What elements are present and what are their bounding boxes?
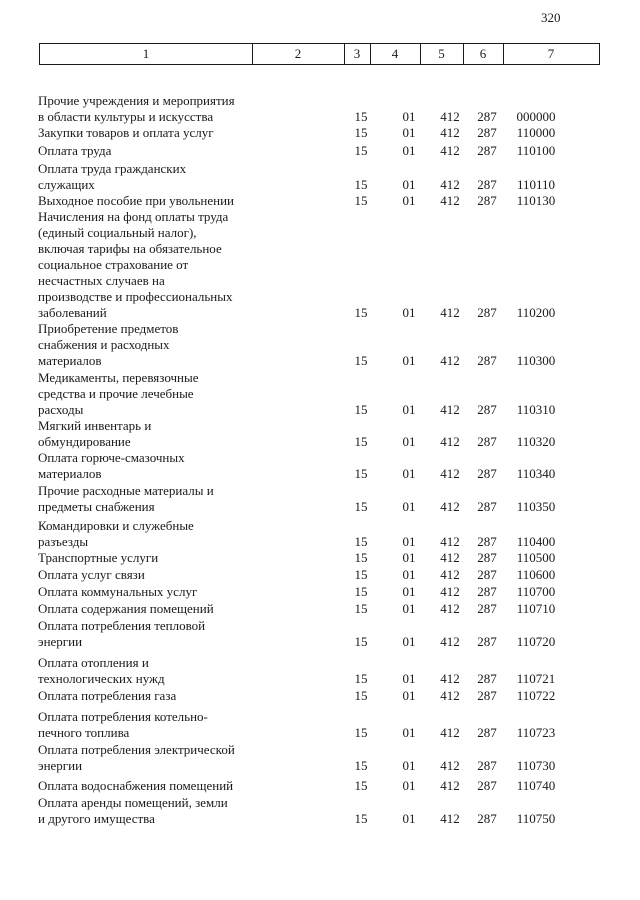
column-header-3: 3 <box>353 46 361 61</box>
table-row <box>0 709 640 741</box>
code-cell-col3: 15 <box>354 534 368 549</box>
code-cell-col6: 287 <box>477 125 497 140</box>
description-line: Оплата потребления тепловой <box>38 618 206 633</box>
description-line: обмундирование <box>38 434 131 449</box>
code-cell-col4: 01 <box>402 725 416 740</box>
code-cell-col5: 412 <box>440 402 460 417</box>
item-description <box>38 161 278 193</box>
code-cell-col7: 110130 <box>516 193 556 208</box>
code-cell-col6: 287 <box>477 758 497 773</box>
code-cell-col5: 412 <box>440 634 460 649</box>
code-cell-col6: 287 <box>477 534 497 549</box>
code-cell-col7: 110300 <box>516 353 556 368</box>
code-cell-col7: 110700 <box>516 584 556 599</box>
code-cell-col6: 287 <box>477 499 497 514</box>
item-description <box>38 601 278 617</box>
item-description <box>38 618 278 650</box>
code-cell-col3: 15 <box>354 725 368 740</box>
column-header-4: 4 <box>391 46 399 61</box>
code-cell-col4: 01 <box>402 125 416 140</box>
description-line: разъезды <box>38 534 89 549</box>
description-line: Прочие учреждения и мероприятия <box>38 93 235 108</box>
code-cell-col7: 110500 <box>516 550 556 565</box>
code-cell-col5: 412 <box>440 534 460 549</box>
table-row <box>0 688 640 704</box>
code-cell-col6: 287 <box>477 193 497 208</box>
description-line: средства и прочие лечебные <box>38 386 194 401</box>
description-line: (единый социальный налог), <box>38 225 197 240</box>
table-row <box>0 161 640 193</box>
page-number: 320 <box>541 10 561 25</box>
description-line: Оплата коммунальных услуг <box>38 584 198 599</box>
code-cell-col4: 01 <box>402 778 416 793</box>
code-cell-col3: 15 <box>354 143 368 158</box>
code-cell-col3: 15 <box>354 567 368 582</box>
code-cell-col4: 01 <box>402 758 416 773</box>
code-cell-col5: 412 <box>440 550 460 565</box>
item-description <box>38 483 278 515</box>
table-row <box>0 742 640 774</box>
code-cell-col6: 287 <box>477 305 497 320</box>
description-line: Закупки товаров и оплата услуг <box>38 125 214 140</box>
table-row <box>0 778 640 794</box>
description-line: Медикаменты, перевязочные <box>38 370 199 385</box>
item-description <box>38 795 278 827</box>
code-cell-col5: 412 <box>440 601 460 616</box>
code-cell-col4: 01 <box>402 811 416 826</box>
code-cell-col7: 110720 <box>516 634 556 649</box>
table-row <box>0 483 640 515</box>
code-cell-col7: 000000 <box>516 109 556 124</box>
code-cell-col7: 110740 <box>516 778 556 793</box>
description-line: печного топлива <box>38 725 130 740</box>
code-cell-col7: 110730 <box>516 758 556 773</box>
code-cell-col3: 15 <box>354 193 368 208</box>
code-cell-col5: 412 <box>440 758 460 773</box>
code-cell-col7: 110750 <box>516 811 556 826</box>
code-cell-col3: 15 <box>354 811 368 826</box>
code-cell-col7: 110710 <box>516 601 556 616</box>
code-cell-col3: 15 <box>354 177 368 192</box>
code-cell-col4: 01 <box>402 402 416 417</box>
code-cell-col5: 412 <box>440 811 460 826</box>
code-cell-col6: 287 <box>477 466 497 481</box>
column-header-1: 1 <box>142 46 150 61</box>
item-description <box>38 209 278 321</box>
code-cell-col5: 412 <box>440 778 460 793</box>
code-cell-col3: 15 <box>354 305 368 320</box>
item-description <box>38 688 278 704</box>
code-cell-col6: 287 <box>477 567 497 582</box>
code-cell-col4: 01 <box>402 193 416 208</box>
code-cell-col6: 287 <box>477 402 497 417</box>
description-line: Мягкий инвентарь и <box>38 418 152 433</box>
code-cell-col7: 110721 <box>516 671 556 686</box>
code-cell-col3: 15 <box>354 778 368 793</box>
code-cell-col4: 01 <box>402 688 416 703</box>
item-description <box>38 655 278 687</box>
column-header-6: 6 <box>479 46 487 61</box>
code-cell-col3: 15 <box>354 601 368 616</box>
description-line: в области культуры и искусства <box>38 109 214 124</box>
description-line: энергии <box>38 634 83 649</box>
item-description <box>38 567 278 583</box>
item-description <box>38 370 278 418</box>
code-cell-col4: 01 <box>402 143 416 158</box>
code-cell-col3: 15 <box>354 671 368 686</box>
description-line: материалов <box>38 353 102 368</box>
code-cell-col7: 110722 <box>516 688 556 703</box>
code-cell-col6: 287 <box>477 688 497 703</box>
table-row <box>0 655 640 687</box>
description-line: включая тарифы на обязательное <box>38 241 222 256</box>
code-cell-col3: 15 <box>354 550 368 565</box>
code-cell-col4: 01 <box>402 109 416 124</box>
table-row <box>0 618 640 650</box>
description-line: и другого имущества <box>38 811 155 826</box>
description-line: Транспортные услуги <box>38 550 159 565</box>
description-line: Оплата содержания помещений <box>38 601 214 616</box>
description-line: производстве и профессиональных <box>38 289 233 304</box>
description-line: Оплата потребления электрической <box>38 742 235 757</box>
code-cell-col7: 110600 <box>516 567 556 582</box>
description-line: Оплата горюче-смазочных <box>38 450 185 465</box>
column-header-2: 2 <box>294 46 302 61</box>
code-cell-col4: 01 <box>402 434 416 449</box>
code-cell-col5: 412 <box>440 177 460 192</box>
code-cell-col3: 15 <box>354 688 368 703</box>
table-row <box>0 321 640 369</box>
code-cell-col4: 01 <box>402 550 416 565</box>
code-cell-col3: 15 <box>354 758 368 773</box>
code-cell-col4: 01 <box>402 601 416 616</box>
code-cell-col3: 15 <box>354 125 368 140</box>
item-description <box>38 193 278 209</box>
description-line: Командировки и служебные <box>38 518 194 533</box>
description-line: Выходное пособие при увольнении <box>38 193 234 208</box>
description-line: несчастных случаев на <box>38 273 165 288</box>
description-line: снабжения и расходных <box>38 337 170 352</box>
table-row <box>0 193 640 209</box>
code-cell-col5: 412 <box>440 584 460 599</box>
code-cell-col4: 01 <box>402 466 416 481</box>
code-cell-col6: 287 <box>477 811 497 826</box>
column-header-row <box>39 43 600 65</box>
code-cell-col3: 15 <box>354 109 368 124</box>
code-cell-col7: 110310 <box>516 402 556 417</box>
item-description <box>38 584 278 600</box>
code-cell-col7: 110723 <box>516 725 556 740</box>
code-cell-col5: 412 <box>440 499 460 514</box>
code-cell-col7: 110320 <box>516 434 556 449</box>
code-cell-col6: 287 <box>477 601 497 616</box>
table-row <box>0 370 640 418</box>
code-cell-col3: 15 <box>354 402 368 417</box>
code-cell-col5: 412 <box>440 434 460 449</box>
description-line: Начисления на фонд оплаты труда <box>38 209 229 224</box>
code-cell-col6: 287 <box>477 634 497 649</box>
description-line: служащих <box>38 177 95 192</box>
table-row <box>0 518 640 550</box>
table-row <box>0 601 640 617</box>
code-cell-col7: 110350 <box>516 499 556 514</box>
code-cell-col4: 01 <box>402 534 416 549</box>
code-cell-col3: 15 <box>354 634 368 649</box>
code-cell-col6: 287 <box>477 725 497 740</box>
code-cell-col5: 412 <box>440 671 460 686</box>
code-cell-col6: 287 <box>477 584 497 599</box>
code-cell-col5: 412 <box>440 353 460 368</box>
code-cell-col4: 01 <box>402 177 416 192</box>
item-description <box>38 778 278 794</box>
code-cell-col5: 412 <box>440 109 460 124</box>
code-cell-col6: 287 <box>477 109 497 124</box>
code-cell-col7: 110110 <box>516 177 556 192</box>
description-line: Оплата труда <box>38 143 112 158</box>
code-cell-col6: 287 <box>477 353 497 368</box>
item-description <box>38 450 278 482</box>
code-cell-col6: 287 <box>477 177 497 192</box>
item-description <box>38 93 278 125</box>
description-line: предметы снабжения <box>38 499 155 514</box>
description-line: Оплата труда гражданских <box>38 161 187 176</box>
description-line: Оплата потребления котельно- <box>38 709 208 724</box>
code-cell-col4: 01 <box>402 353 416 368</box>
description-line: Оплата водоснабжения помещений <box>38 778 234 793</box>
column-header-7: 7 <box>547 46 555 61</box>
table-row <box>0 143 640 159</box>
item-description <box>38 125 278 141</box>
item-description <box>38 143 278 159</box>
code-cell-col5: 412 <box>440 725 460 740</box>
code-cell-col7: 110100 <box>516 143 556 158</box>
code-cell-col3: 15 <box>354 499 368 514</box>
code-cell-col3: 15 <box>354 434 368 449</box>
item-description <box>38 742 278 774</box>
code-cell-col5: 412 <box>440 688 460 703</box>
code-cell-col4: 01 <box>402 584 416 599</box>
item-description <box>38 550 278 566</box>
code-cell-col6: 287 <box>477 434 497 449</box>
code-cell-col4: 01 <box>402 634 416 649</box>
code-cell-col5: 412 <box>440 567 460 582</box>
description-line: технологических нужд <box>38 671 165 686</box>
table-row <box>0 550 640 566</box>
item-description <box>38 418 278 450</box>
description-line: материалов <box>38 466 102 481</box>
item-description <box>38 709 278 741</box>
table-row <box>0 450 640 482</box>
description-line: Приобретение предметов <box>38 321 179 336</box>
description-line: энергии <box>38 758 83 773</box>
description-line: заболеваний <box>38 305 107 320</box>
description-line: Прочие расходные материалы и <box>38 483 214 498</box>
description-line: Оплата аренды помещений, земли <box>38 795 228 810</box>
code-cell-col5: 412 <box>440 466 460 481</box>
code-cell-col7: 110340 <box>516 466 556 481</box>
code-cell-col4: 01 <box>402 305 416 320</box>
table-row <box>0 418 640 450</box>
description-line: Оплата потребления газа <box>38 688 177 703</box>
code-cell-col5: 412 <box>440 125 460 140</box>
code-cell-col6: 287 <box>477 778 497 793</box>
code-cell-col5: 412 <box>440 143 460 158</box>
description-line: расходы <box>38 402 84 417</box>
table-row <box>0 584 640 600</box>
code-cell-col4: 01 <box>402 567 416 582</box>
code-cell-col5: 412 <box>440 193 460 208</box>
column-header-5: 5 <box>438 46 445 61</box>
description-line: Оплата услуг связи <box>38 567 145 582</box>
table-row <box>0 209 640 321</box>
table-row <box>0 795 640 827</box>
code-cell-col6: 287 <box>477 671 497 686</box>
code-cell-col4: 01 <box>402 499 416 514</box>
code-cell-col6: 287 <box>477 550 497 565</box>
code-cell-col4: 01 <box>402 671 416 686</box>
code-cell-col3: 15 <box>354 466 368 481</box>
code-cell-col6: 287 <box>477 143 497 158</box>
table-row <box>0 567 640 583</box>
code-cell-col3: 15 <box>354 584 368 599</box>
code-cell-col3: 15 <box>354 353 368 368</box>
code-cell-col7: 110200 <box>516 305 556 320</box>
description-line: Оплата отопления и <box>38 655 149 670</box>
code-cell-col7: 110000 <box>516 125 556 140</box>
code-cell-col5: 412 <box>440 305 460 320</box>
description-line: социальное страхование от <box>38 257 189 272</box>
code-cell-col7: 110400 <box>516 534 556 549</box>
item-description <box>38 321 278 369</box>
table-row <box>0 125 640 141</box>
table-row <box>0 93 640 125</box>
item-description <box>38 518 278 550</box>
